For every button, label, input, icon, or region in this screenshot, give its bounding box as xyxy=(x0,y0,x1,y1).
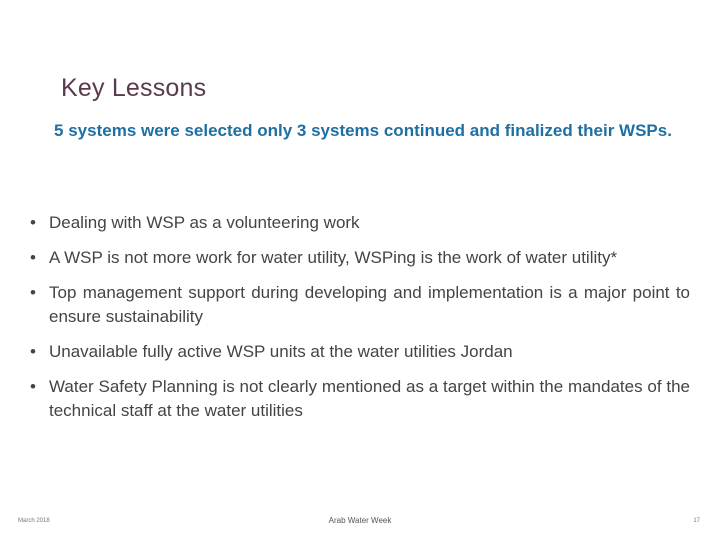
footer-date: March 2018 xyxy=(18,518,50,524)
bullet-item xyxy=(30,246,690,270)
bullet-item xyxy=(30,340,690,364)
bullet-marker: • xyxy=(30,283,36,302)
bullet-text: Dealing with WSP as a volunteering work xyxy=(49,213,360,232)
bullet-text: Top management support during developing and implementation is a major point to ensure sustainability xyxy=(49,283,690,326)
bullet-marker: • xyxy=(30,342,36,361)
bullet-item xyxy=(30,281,690,329)
slide-title: Key Lessons xyxy=(61,74,207,102)
bullet-text: Water Safety Planning is not clearly mentioned as a target within the mandates of the technical staff at the water utilities xyxy=(49,377,690,420)
bullet-text: A WSP is not more work for water utility, WSPing is the work of water utility* xyxy=(49,248,618,267)
slide-subtitle: 5 systems were selected only 3 systems continued and finalized their WSPs. xyxy=(54,121,672,140)
bullet-item xyxy=(30,375,690,423)
bullet-item xyxy=(30,211,690,235)
bullet-marker: • xyxy=(30,213,36,232)
footer-page-number: 17 xyxy=(693,518,700,524)
footer-event-name: Arab Water Week xyxy=(328,516,392,525)
bullet-marker: • xyxy=(30,377,36,396)
bullet-text: Unavailable fully active WSP units at the water utilities Jordan xyxy=(49,342,513,361)
bullet-marker: • xyxy=(30,248,36,267)
bullet-list xyxy=(30,211,690,434)
